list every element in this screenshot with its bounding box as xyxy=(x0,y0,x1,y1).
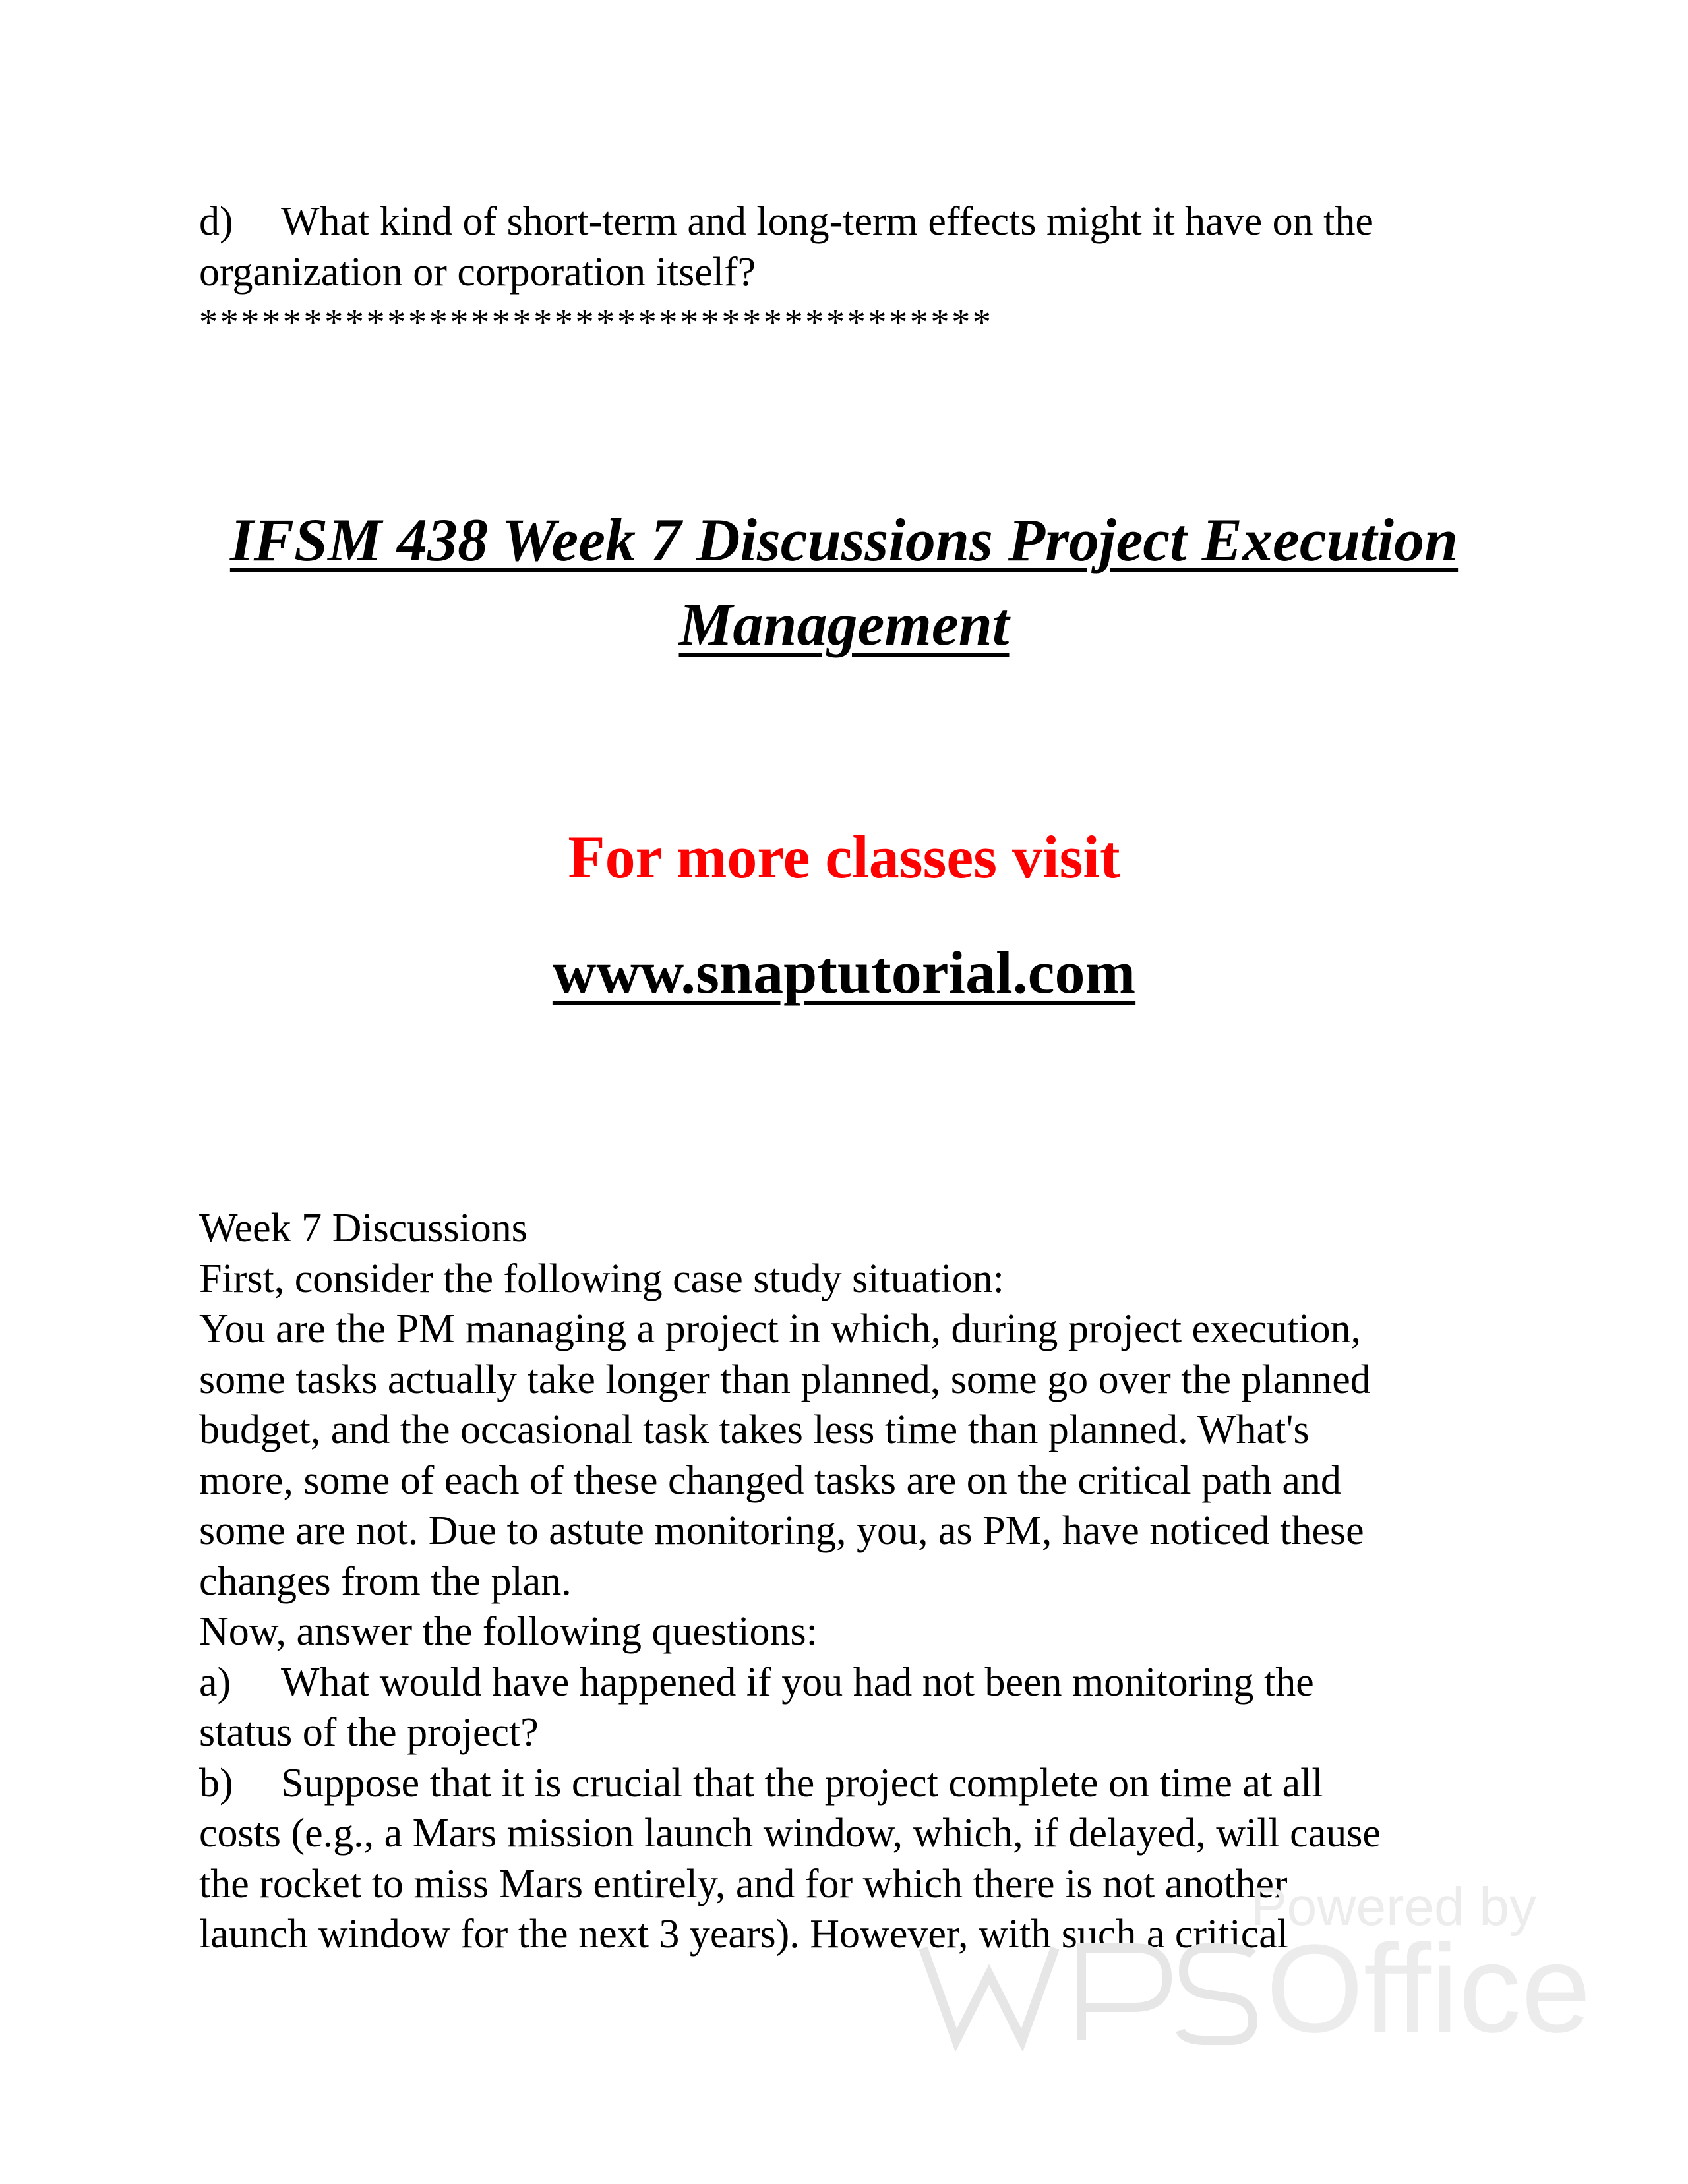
question-d-marker: d) xyxy=(199,199,233,244)
case-line: some are not. Due to astute monitoring, you, as PM, have noticed these xyxy=(199,1508,1364,1553)
question-d-block xyxy=(199,196,1492,347)
promo-text: For more classes visit xyxy=(568,823,1120,891)
promo-url-link[interactable]: www.snaptutorial.com xyxy=(552,939,1136,1006)
question-b-continuation: launch window for the next 3 years). However, with such a critical xyxy=(199,1912,1289,1957)
title-line-2: Management xyxy=(678,591,1010,658)
question-a-line xyxy=(199,1657,1492,1708)
question-b-text: Suppose that it is crucial that the project complete on time at all xyxy=(281,1760,1323,1806)
discussion-body xyxy=(199,1203,1492,1960)
question-b-marker: b) xyxy=(199,1760,233,1806)
watermark-office-text: Office xyxy=(1266,1919,1591,2059)
case-line: budget, and the occasional task takes less time than planned. What's xyxy=(199,1407,1310,1452)
question-d-line xyxy=(199,196,1492,247)
question-d-text: What kind of short-term and long-term effects might it have on the xyxy=(281,199,1373,244)
question-d-continuation: organization or corporation itself? xyxy=(199,249,756,295)
case-line: You are the PM managing a project in which, during project execution, xyxy=(199,1307,1362,1351)
question-b-continuation: costs (e.g., a Mars mission launch window, which, if delayed, will cause xyxy=(199,1811,1381,1856)
question-b-line xyxy=(199,1758,1492,1809)
discussion-intro: First, consider the following case study situation: xyxy=(199,1256,1004,1301)
question-b-continuation: the rocket to miss Mars entirely, and for which there is not another xyxy=(199,1861,1288,1906)
wps-logo-icon xyxy=(917,1935,1259,2053)
separator-asterisks: ************************************** xyxy=(199,302,994,343)
case-line: some tasks actually take longer than planned, some go over the planned xyxy=(199,1357,1371,1402)
watermark-powered-by: Powered by xyxy=(1250,1877,1536,1937)
title-line-1: IFSM 438 Week 7 Discussions Project Execution xyxy=(229,506,1459,574)
case-line: more, some of each of these changed tasks are on the critical path and xyxy=(199,1458,1341,1503)
document-title xyxy=(171,498,1517,666)
question-a-text: What would have happened if you had not been monitoring the xyxy=(281,1659,1314,1705)
wps-office-watermark xyxy=(917,1875,1591,2060)
question-a-marker: a) xyxy=(199,1659,231,1705)
questions-prompt: Now, answer the following questions: xyxy=(199,1609,818,1654)
discussion-heading: Week 7 Discussions xyxy=(199,1206,528,1251)
case-line: changes from the plan. xyxy=(199,1558,572,1604)
question-a-continuation: status of the project? xyxy=(199,1710,539,1755)
